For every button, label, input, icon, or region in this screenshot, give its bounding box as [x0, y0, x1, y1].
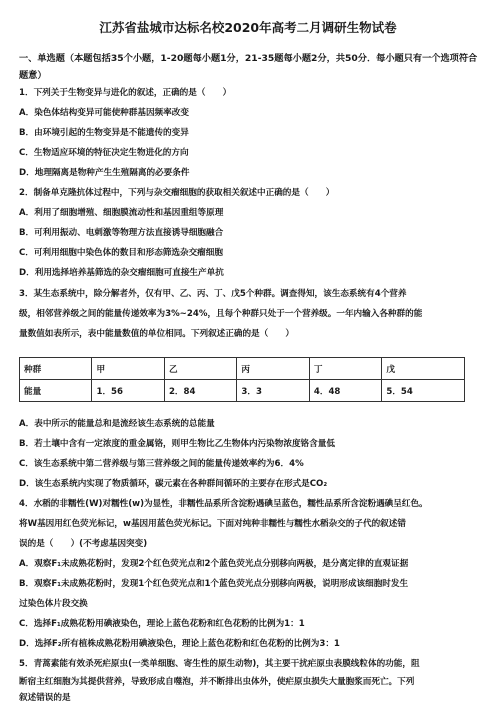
energy-table: [19, 357, 465, 402]
q4-option-c: C．选择F₁成熟花粉用碘液染色，理论上蓝色花粉和红色花粉的比例为1：1: [19, 619, 305, 629]
table-cell: 3．3: [237, 380, 309, 402]
table-cell: 能量: [20, 380, 92, 402]
table-header-cell: 种群: [20, 358, 92, 380]
q1-stem: 1．下列关于生物变异与进化的叙述，正确的是（ ）: [19, 88, 232, 98]
q4-stem-line-1: 4．水稻的非糯性(W)对糯性(w)为显性，非糯性品系所含淀粉遇碘呈蓝色，糯性品系所含淀粉遇碘呈红色。: [19, 499, 428, 509]
table-header-cell: 乙: [164, 358, 236, 380]
q3-option-c: C．该生态系统中第二营养级与第三营养级之间的能量传递效率约为6．4%: [19, 459, 304, 469]
exam-title: 江苏省盐城市达标名校2020年高考二月调研生物试卷: [99, 20, 397, 35]
q1-option-d: D．地理隔离是物种产生生殖隔离的必要条件: [19, 168, 190, 178]
table-cell: 2．84: [164, 380, 236, 402]
q4-option-b-cont: 过染色体片段交换: [19, 599, 88, 609]
q3-option-d: D．该生态系统内实现了物质循环，碳元素在各种群间循环的主要存在形式是CO₂: [19, 479, 328, 489]
q2-option-a: A．利用了细胞增殖、细胞膜流动性和基因重组等原理: [19, 208, 224, 218]
q1-option-c: C．生物适应环境的特征决定生物进化的方向: [19, 148, 189, 158]
q2-option-b: B．可利用振动、电刺激等物理方法直接诱导细胞融合: [19, 228, 224, 238]
q3-stem-line-3: 量数值如表所示，表中能量数值的单位相同。下列叙述正确的是（ ）: [19, 329, 295, 339]
q3-option-b: B．若土壤中含有一定浓度的重金属铬，则甲生物比乙生物体内污染物浓度铬含量低: [19, 439, 335, 449]
q1-option-b: B．由环境引起的生物变异是不能遗传的变异: [19, 128, 189, 138]
table-header-cell: 丁: [309, 358, 381, 380]
table-header-cell: 甲: [92, 358, 164, 380]
q4-option-b: B．观察F₁未成熟花粉时，发现1个红色荧光点和1个蓝色荧光点分别移向两极，说明形成该细胞时发生: [19, 579, 409, 589]
q2-stem: 2．制备单克隆抗体过程中，下列与杂交瘤细胞的获取相关叙述中正确的是（ ）: [19, 188, 335, 198]
table-header-row: [20, 358, 465, 380]
table-cell: 1．56: [92, 380, 164, 402]
section-header: 一、单选题（本题包括35个小题，1-20题每小题1分，21-35题每小题2分，共50分．每小题只有一个选项符合题意）: [19, 53, 478, 81]
table-header-cell: 丙: [237, 358, 309, 380]
table-cell: 5．54: [382, 380, 465, 402]
q2-option-c: C．可利用细胞中染色体的数目和形态筛选杂交瘤细胞: [19, 248, 223, 258]
q3-stem-line-2: 级，相邻营养级之间的能量传递效率为3%~24%，且每个种群只处于一个营养级。一年内输入各种群的能: [19, 309, 423, 319]
q4-option-a: A．观察F₁未成熟花粉时，发现2个红色荧光点和2个蓝色荧光点分别移向两极，是分离定律的直观证据: [19, 559, 409, 569]
q5-stem-line-2: 断宿主红细胞为其提供营养，导致形成自噬泡，并不断排出虫体外，使疟原虫损失大量胞浆而死亡。下列: [19, 677, 415, 687]
q4-option-d: D．选择F₂所有植株成熟花粉用碘液染色，理论上蓝色花粉和红色花粉的比例为3：1: [19, 639, 340, 649]
q2-option-d: D．利用选择培养基筛选的杂交瘤细胞可直接生产单抗: [19, 268, 224, 278]
table-cell: 4．48: [309, 380, 381, 402]
table-header-cell: 戊: [382, 358, 465, 380]
q1-option-a: A．染色体结构变异可能使种群基因频率改变: [19, 108, 189, 118]
q4-stem-line-2: 将W基因用红色荧光标记，w基因用蓝色荧光标记。下面对纯种非糯性与糯性水稻杂交的子代的叙述错: [19, 519, 406, 529]
q5-stem-line-3: 叙述错误的是: [19, 693, 71, 703]
q5-stem-line-1: 5．青蒿素能有效杀死疟原虫(一类单细胞、寄生性的原生动物)，其主要干扰疟原虫表膜线粒体的功能，阻: [19, 659, 420, 669]
table-row: [20, 380, 465, 402]
q3-stem-line-1: 3．某生态系统中，除分解者外，仅有甲、乙、丙、丁、戊5个种群。调查得知，该生态系统有4个营养: [19, 289, 407, 299]
q4-stem-line-3: 误的是（ ）(不考虑基因突变): [19, 539, 148, 549]
q3-option-a: A．表中所示的能量总和是流经该生态系统的总能量: [19, 419, 215, 429]
